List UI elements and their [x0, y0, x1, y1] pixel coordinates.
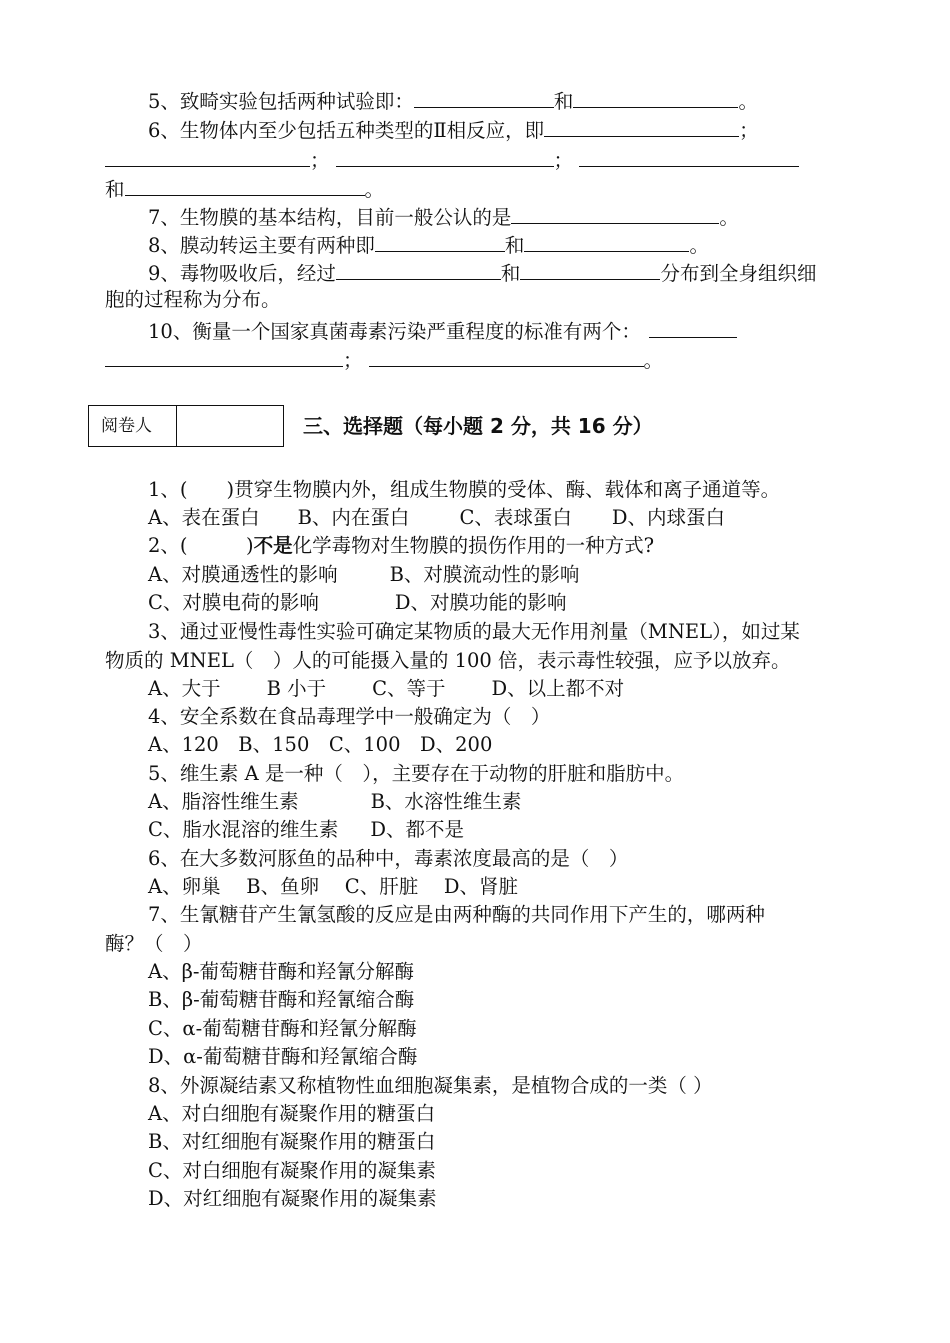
- option-d[interactable]: D、内球蛋白: [611, 506, 725, 529]
- choice-q5-options-cd: [148, 817, 464, 843]
- option-b[interactable]: B、内在蛋白: [297, 506, 410, 529]
- choice-q2-stem: 2、( )不是化学毒物对生物膜的损伤作用的一种方式?: [148, 534, 655, 557]
- choice-q6-stem: 6、在大多数河豚鱼的品种中，毒素浓度最高的是（ ）: [148, 847, 629, 870]
- choice-q8-stem: 8、外源凝结素又称植物性血细胞凝集素，是植物合成的一类（ ）: [148, 1074, 713, 1097]
- answer-blank[interactable]: [414, 86, 554, 108]
- option-d[interactable]: D、对膜功能的影响: [394, 591, 567, 614]
- option-b[interactable]: B、水溶性维生素: [370, 790, 522, 813]
- answer-blank[interactable]: [524, 230, 689, 252]
- grader-score-cell[interactable]: [177, 406, 283, 446]
- answer-blank[interactable]: [544, 115, 739, 137]
- choice-q1-options: [148, 505, 725, 531]
- choice-q6-options[interactable]: A、卵巢 B、鱼卵 C、肝脏 D、肾脏: [148, 875, 519, 898]
- option-b[interactable]: B 小于: [266, 677, 327, 700]
- option-c[interactable]: C、表球蛋白: [459, 506, 572, 529]
- fill-q10-line1: 10、衡量一个国家真菌毒素污染严重程度的标准有两个：: [148, 316, 737, 342]
- answer-blank[interactable]: [375, 230, 505, 252]
- choice-q7-option-c[interactable]: C、α-葡萄糖苷酶和羟氰分解酶: [148, 1017, 417, 1040]
- choice-q7-line1: 7、生氰糖苷产生氰氢酸的反应是由两种酶的共同作用下产生的，哪两种: [148, 903, 765, 926]
- grader-table: [88, 405, 284, 447]
- choice-q2-options-cd: [148, 590, 567, 616]
- choice-q7-option-d[interactable]: D、α-葡萄糖苷酶和羟氰缩合酶: [148, 1045, 418, 1068]
- fill-q10-line2: ； 。: [105, 345, 663, 371]
- option-d[interactable]: D、以上都不对: [491, 677, 625, 700]
- grader-label: 阅卷人: [89, 406, 177, 446]
- answer-blank[interactable]: [520, 258, 660, 280]
- fill-q6-line3: 和 。: [105, 174, 384, 200]
- choice-q3-line1: 3、通过亚慢性毒性实验可确定某物质的最大无作用剂量（MNEL），如过某: [148, 620, 800, 643]
- option-a[interactable]: A、大于: [148, 677, 221, 700]
- section-title: 三、选择题（每小题 2 分，共 16 分）: [303, 414, 653, 438]
- option-a[interactable]: A、对膜通透性的影响: [148, 563, 338, 586]
- fill-q7: 7、生物膜的基本结构，目前一般公认的是 。: [148, 202, 739, 228]
- choice-q4-options[interactable]: A、120 B、150 C、100 D、200: [148, 733, 493, 756]
- answer-blank[interactable]: [336, 258, 501, 280]
- option-c[interactable]: C、对膜电荷的影响: [148, 591, 319, 614]
- choice-q5-stem: 5、维生素 A 是一种（ ），主要存在于动物的肝脏和脂肪中。: [148, 762, 685, 785]
- fill-q9-line2: 胞的过程称为分布。: [105, 288, 281, 311]
- fill-q6-line2: ； ；: [105, 145, 799, 171]
- fill-q8: 8、膜动转运主要有两种即 和 。: [148, 230, 709, 256]
- option-c[interactable]: C、脂水混溶的维生素: [148, 818, 339, 841]
- choice-q8-option-c[interactable]: C、对白细胞有凝聚作用的凝集素: [148, 1159, 436, 1182]
- choice-q8-option-a[interactable]: A、对白细胞有凝聚作用的糖蛋白: [148, 1102, 436, 1125]
- fill-q6-line1: 6、生物体内至少包括五种类型的Ⅱ相反应，即 ；: [148, 115, 759, 141]
- answer-blank[interactable]: [511, 202, 719, 224]
- answer-blank[interactable]: [369, 345, 644, 367]
- choice-q2-options-ab: [148, 562, 579, 588]
- choice-q7-option-b[interactable]: B、β-葡萄糖苷酶和羟氰缩合酶: [148, 988, 415, 1011]
- choice-q5-options-ab: [148, 789, 521, 815]
- option-c[interactable]: C、等于: [372, 677, 446, 700]
- emphasis-text: 不是: [253, 534, 293, 557]
- option-d[interactable]: D、都不是: [370, 818, 465, 841]
- fill-q5: 5、致畸实验包括两种试验即： 和 。: [148, 86, 758, 112]
- answer-blank[interactable]: [649, 316, 737, 338]
- choice-q7-option-a[interactable]: A、β-葡萄糖苷酶和羟氰分解酶: [148, 960, 414, 983]
- choice-q4-stem: 4、安全系数在食品毒理学中一般确定为（ ）: [148, 705, 551, 728]
- choice-q8-option-b[interactable]: B、对红细胞有凝聚作用的糖蛋白: [148, 1130, 436, 1153]
- choice-q1-stem: 1、( )贯穿生物膜内外，组成生物膜的受体、酶、载体和离子通道等。: [148, 478, 781, 501]
- answer-blank[interactable]: [105, 345, 343, 367]
- fill-q9-line1: 9、毒物吸收后，经过 和 分布到全身组织细: [148, 258, 816, 284]
- choice-q7-line2: 酶？（ ）: [105, 932, 203, 955]
- choice-q8-option-d[interactable]: D、对红细胞有凝聚作用的凝集素: [148, 1187, 437, 1210]
- choice-q3-line2: 物质的 MNEL（ ）人的可能摄入量的 100 倍，表示毒性较强，应予以放弃。: [105, 649, 791, 672]
- answer-blank[interactable]: [105, 145, 310, 167]
- answer-blank[interactable]: [125, 174, 365, 196]
- answer-blank[interactable]: [579, 145, 799, 167]
- option-b[interactable]: B、对膜流动性的影响: [389, 563, 580, 586]
- answer-blank[interactable]: [336, 145, 554, 167]
- answer-blank[interactable]: [573, 86, 738, 108]
- option-a[interactable]: A、脂溶性维生素: [148, 790, 299, 813]
- choice-q3-options: [148, 676, 624, 702]
- option-a[interactable]: A、表在蛋白: [148, 506, 260, 529]
